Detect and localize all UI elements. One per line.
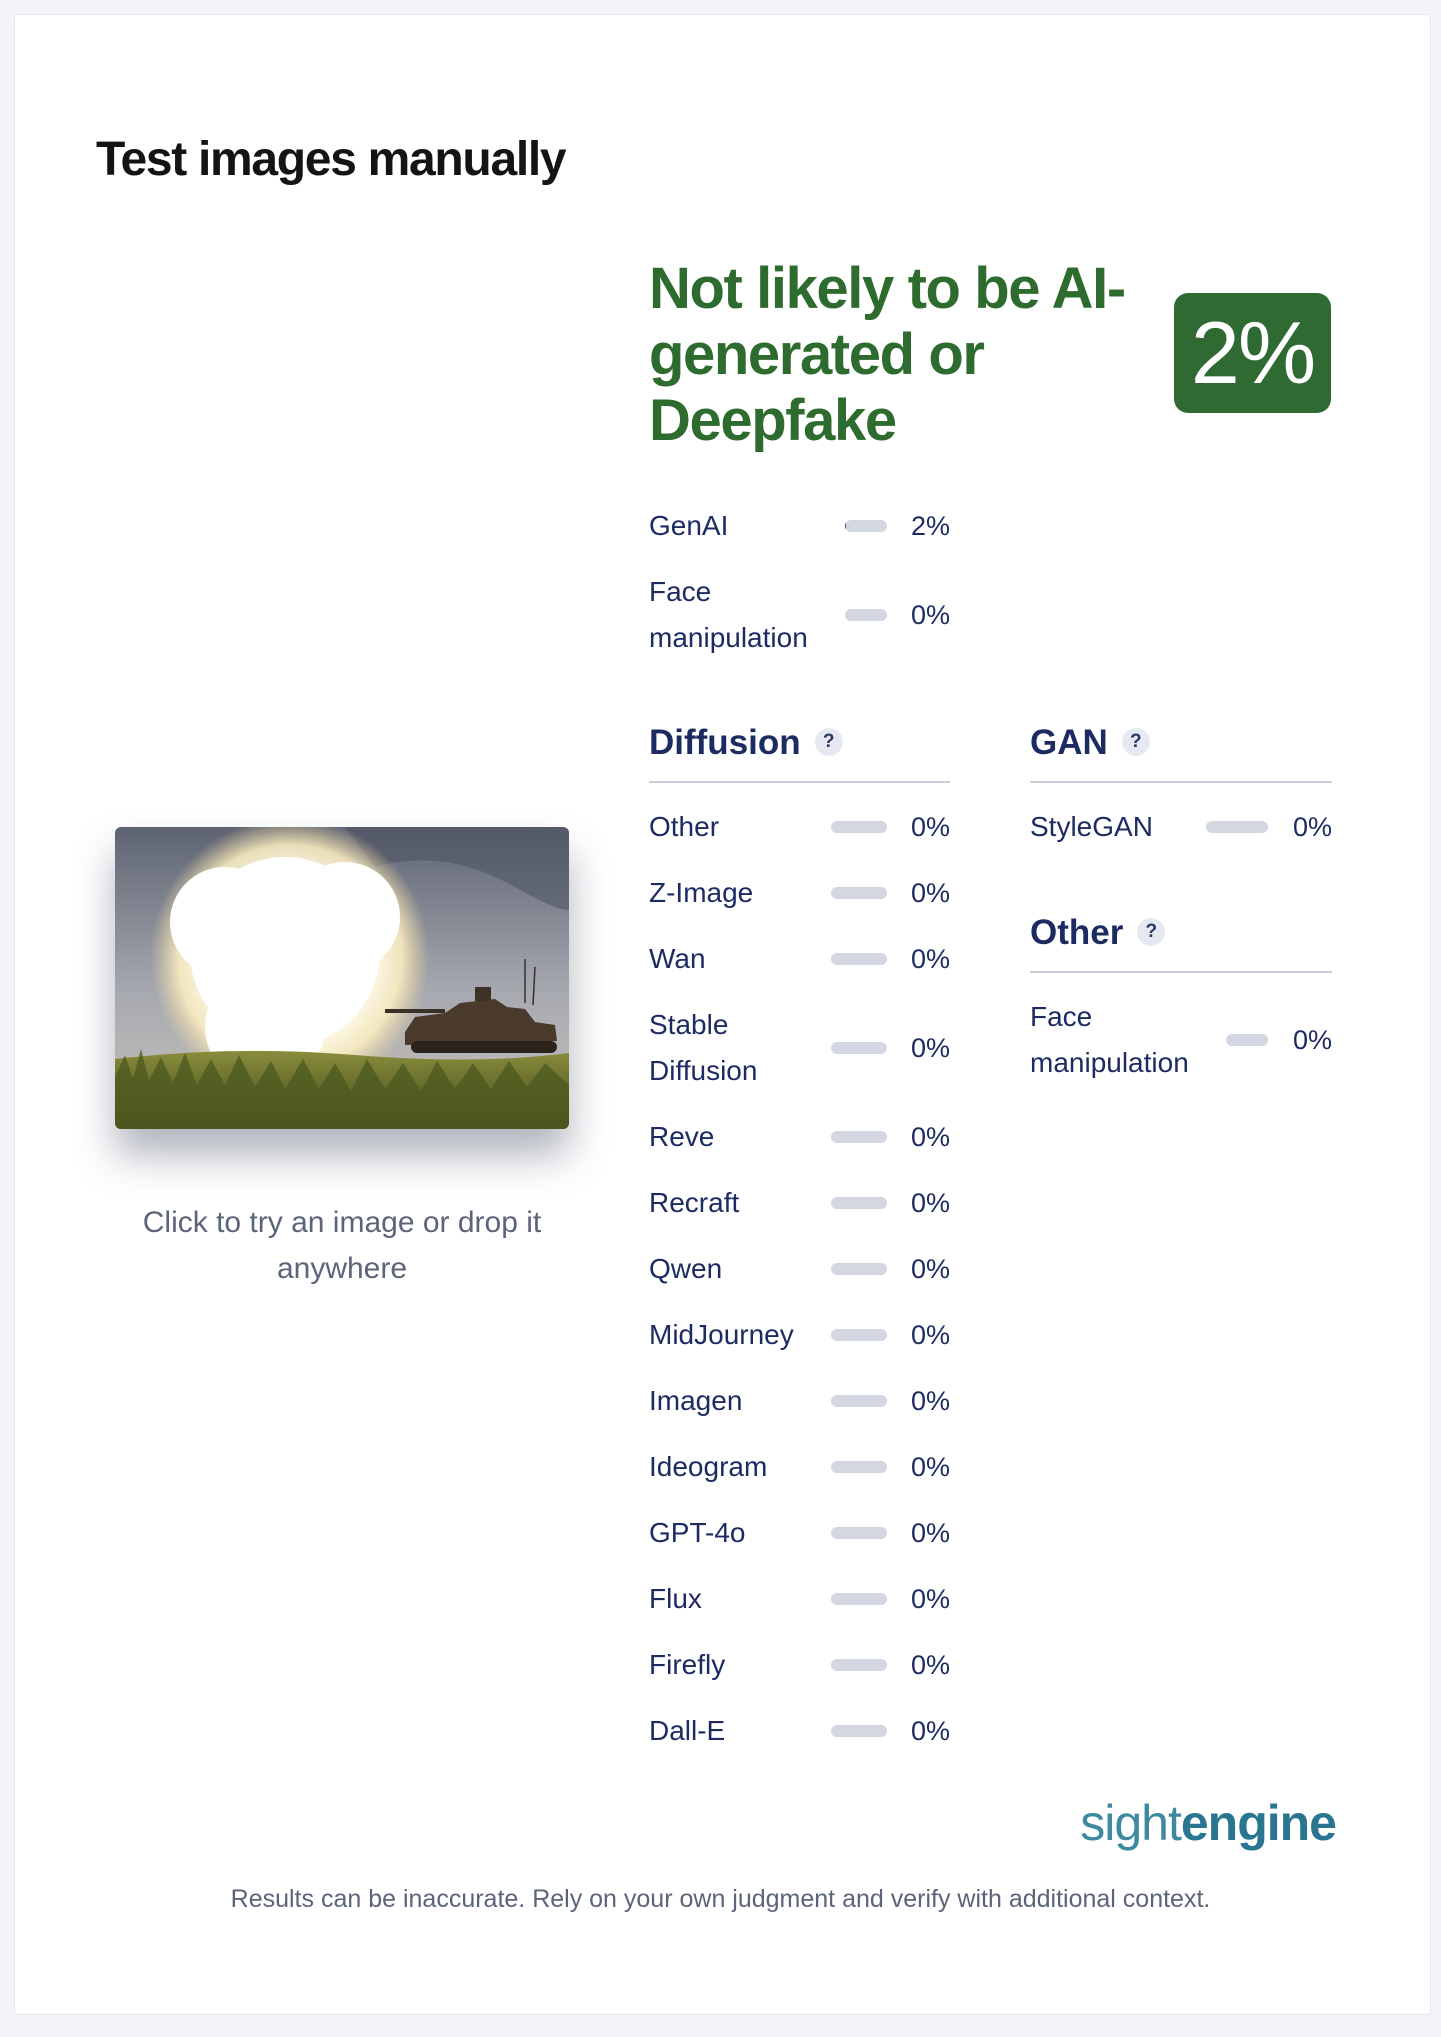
metric-value: 0% bbox=[910, 1452, 950, 1482]
metric-bar bbox=[831, 953, 887, 965]
metric-bar bbox=[831, 1725, 887, 1737]
metric-label: Firefly bbox=[649, 1649, 726, 1680]
metric-bar bbox=[831, 821, 887, 833]
gan-help-icon[interactable]: ? bbox=[1122, 728, 1150, 756]
metric-bar bbox=[831, 1131, 887, 1143]
metric-row bbox=[1030, 804, 1332, 850]
metric-value: 0% bbox=[910, 1716, 950, 1746]
metric-row bbox=[649, 870, 950, 916]
metric-value: 2% bbox=[910, 511, 950, 541]
metric-bar bbox=[831, 1329, 887, 1341]
metric-row bbox=[649, 1180, 950, 1226]
metric-row bbox=[649, 1002, 950, 1094]
gan-title: GAN bbox=[1030, 723, 1108, 762]
metric-row bbox=[649, 936, 950, 982]
sample-image[interactable] bbox=[115, 827, 569, 1129]
metric-value: 0% bbox=[910, 600, 950, 630]
metric-bar bbox=[831, 1461, 887, 1473]
metric-label: Wan bbox=[649, 943, 706, 974]
metric-label: Dall-E bbox=[649, 1715, 726, 1746]
metric-value: 0% bbox=[910, 1122, 950, 1152]
diffusion-heading bbox=[649, 720, 843, 766]
other-help-icon[interactable]: ? bbox=[1137, 918, 1165, 946]
metric-row bbox=[1030, 994, 1332, 1086]
metric-label: Ideogram bbox=[649, 1451, 768, 1482]
metric-label: GenAI bbox=[649, 510, 729, 541]
metric-label: Reve bbox=[649, 1121, 715, 1152]
metric-value: 0% bbox=[910, 1386, 950, 1416]
metric-bar bbox=[1206, 821, 1268, 833]
sample-caption: Click to try an image or drop it anywhere bbox=[142, 1206, 542, 1285]
metric-bar bbox=[831, 1593, 887, 1605]
metric-bar bbox=[831, 1197, 887, 1209]
metric-label: Imagen bbox=[649, 1385, 743, 1416]
metric-value: 0% bbox=[910, 1584, 950, 1614]
metric-row bbox=[649, 1510, 950, 1556]
metric-value: 0% bbox=[910, 1188, 950, 1218]
gan-heading bbox=[1030, 720, 1150, 766]
metric-bar bbox=[1226, 1034, 1268, 1046]
metric-value: 0% bbox=[910, 944, 950, 974]
metric-bar bbox=[831, 1395, 887, 1407]
metric-value: 0% bbox=[910, 878, 950, 908]
metric-label: MidJourney bbox=[649, 1319, 794, 1350]
sightengine-logo[interactable] bbox=[1080, 1794, 1336, 1852]
metric-row bbox=[649, 804, 950, 850]
metric-label: Z-Image bbox=[649, 877, 754, 908]
metric-value: 0% bbox=[910, 812, 950, 842]
gan-divider bbox=[1030, 781, 1332, 783]
tank-firing-photo bbox=[115, 827, 569, 1129]
metric-row bbox=[649, 569, 950, 661]
other-heading bbox=[1030, 910, 1165, 956]
other-title: Other bbox=[1030, 913, 1124, 952]
verdict-text: Not likely to be AI-generated or Deepfake bbox=[649, 256, 1125, 453]
metric-value: 0% bbox=[1292, 812, 1332, 842]
metric-row bbox=[649, 1312, 950, 1358]
metric-value: 0% bbox=[910, 1518, 950, 1548]
diffusion-title: Diffusion bbox=[649, 723, 801, 762]
metric-label: StyleGAN bbox=[1030, 811, 1153, 842]
metric-row bbox=[649, 1576, 950, 1622]
metric-label: GPT-4o bbox=[649, 1517, 746, 1548]
diffusion-divider bbox=[649, 781, 950, 783]
metric-bar bbox=[831, 1042, 887, 1054]
metric-value: 0% bbox=[1292, 1025, 1332, 1055]
metric-row bbox=[649, 1378, 950, 1424]
metric-bar bbox=[831, 1659, 887, 1671]
metric-label: Face manipulation bbox=[1030, 1001, 1189, 1078]
disclaimer: Results can be inaccurate. Rely on your own judgment and verify with additional context. bbox=[230, 1885, 1211, 1913]
metric-bar-fill bbox=[845, 520, 846, 532]
metric-label: Qwen bbox=[649, 1253, 723, 1284]
metric-row bbox=[649, 1114, 950, 1160]
metric-value: 0% bbox=[910, 1650, 950, 1680]
metric-bar bbox=[845, 520, 887, 532]
logo-light-part: sight bbox=[1080, 1795, 1181, 1851]
metric-row bbox=[649, 1642, 950, 1688]
other-divider bbox=[1030, 971, 1332, 973]
metric-label: Other bbox=[649, 811, 720, 842]
metric-label: Recraft bbox=[649, 1187, 740, 1218]
metric-value: 0% bbox=[910, 1254, 950, 1284]
metric-bar bbox=[831, 887, 887, 899]
metric-row bbox=[649, 1246, 950, 1292]
metric-row bbox=[649, 503, 950, 549]
metric-bar bbox=[845, 609, 887, 621]
metric-row bbox=[649, 1444, 950, 1490]
metric-value: 0% bbox=[910, 1320, 950, 1350]
metric-label: Flux bbox=[649, 1583, 702, 1614]
page-title: Test images manually bbox=[96, 133, 566, 186]
diffusion-help-icon[interactable]: ? bbox=[815, 728, 843, 756]
metric-label: Stable Diffusion bbox=[649, 1009, 758, 1086]
metric-bar bbox=[831, 1263, 887, 1275]
metric-row bbox=[649, 1708, 950, 1754]
metric-bar bbox=[831, 1527, 887, 1539]
metric-value: 0% bbox=[910, 1033, 950, 1063]
metric-label: Face manipulation bbox=[649, 576, 808, 653]
score-badge: 2% bbox=[1174, 293, 1331, 413]
logo-bold-part: engine bbox=[1180, 1795, 1336, 1851]
